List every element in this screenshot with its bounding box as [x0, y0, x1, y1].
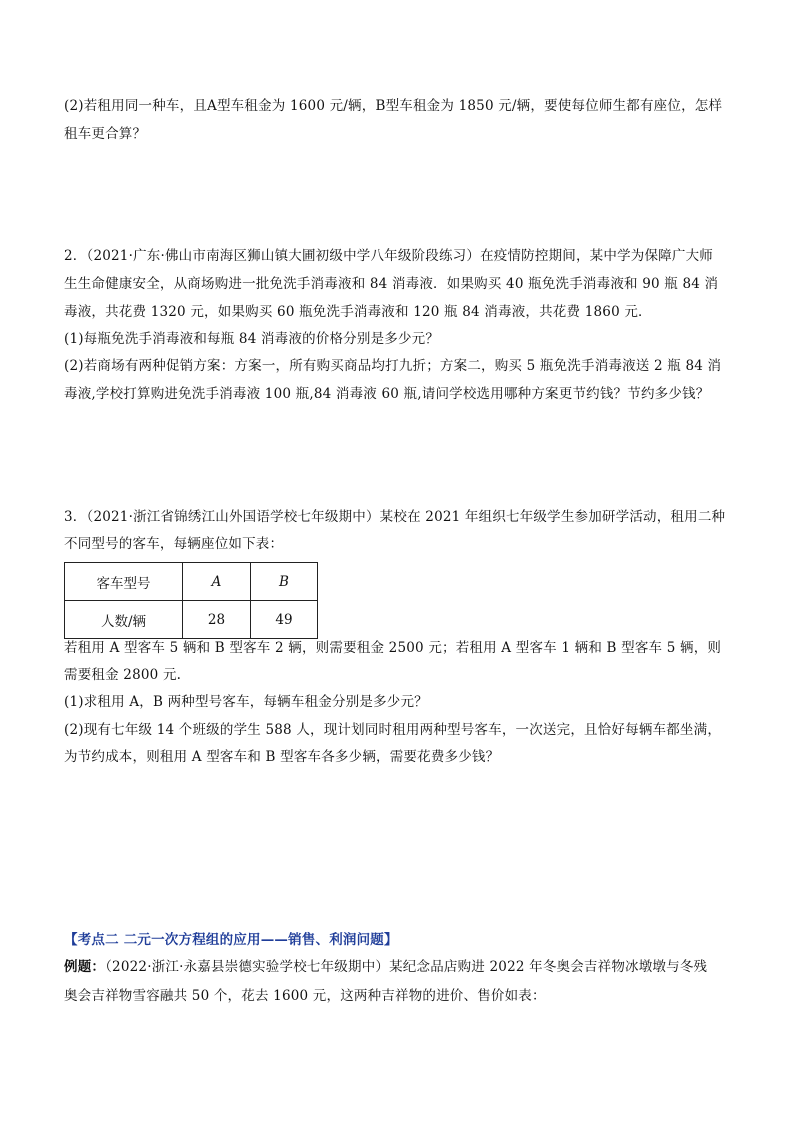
text-line: 奥会吉祥物雪容融共 50 个，花去 1600 元，这两种吉祥物的进价、售价如表：: [64, 988, 546, 1004]
table-cell: 人数/辆: [65, 601, 183, 639]
text-line: 不同型号的客车，每辆座位如下表：: [64, 536, 284, 552]
example-text: （2022·浙江·永嘉县崇德实验学校七年级期中）某纪念品店购进 2022 年冬奥会吉祥物冰墩墩与冬残: [105, 959, 708, 975]
table-row: [65, 563, 318, 601]
sub-question-2: (2)若商场有两种促销方案：方案一，所有购买商品均打九折；方案二，购买 5 瓶免洗手消毒液送 2 瓶 84 消: [64, 358, 722, 374]
text-line: (2)若租用同一种车，且A型车租金为 1600 元/辆，B型车租金为 1850 元/辆，要使每位师生都有座位，怎样: [64, 98, 723, 114]
text-line: 若租用 A 型客车 5 辆和 B 型客车 2 辆，则需要租金 2500 元；若租用 A 型客车 1 辆和 B 型客车 5 辆，则: [64, 640, 722, 656]
example-label: 例题：: [64, 959, 106, 975]
table-cell: 49: [251, 601, 318, 639]
table-row: [65, 601, 318, 639]
table-cell: A: [183, 563, 251, 601]
table-cell: B: [251, 563, 318, 601]
problem-3-intro: 3．（2021·浙江省锦绣江山外国语学校七年级期中）某校在 2021 年组织七年级学生参加研学活动，租用二种: [64, 509, 726, 525]
bus-seat-table: [64, 562, 318, 639]
text-line: 毒液,学校打算购进免洗手消毒液 100 瓶,84 消毒液 60 瓶,请问学校选用哪种方案更节约钱？节约多少钱？: [64, 386, 710, 402]
text-line: 毒液，共花费 1320 元，如果购买 60 瓶免洗手消毒液和 120 瓶 84 消毒液，共花费 1860 元．: [64, 304, 652, 320]
text-line: 需要租金 2800 元.: [64, 667, 182, 683]
sub-question-1: (1)求租用 A，B 两种型号客车，每辆车租金分别是多少元？: [64, 694, 428, 710]
sub-question-1: (1)每瓶免洗手消毒液和每瓶 84 消毒液的价格分别是多少元？: [64, 331, 440, 347]
table-cell: 客车型号: [65, 563, 183, 601]
text-line: 租车更合算？: [64, 126, 147, 142]
problem-2-intro: 2．（2021·广东·佛山市南海区狮山镇大圃初级中学八年级阶段练习）在疫情防控期间，某中学为保障广大师: [64, 248, 713, 264]
text-line: 生生命健康安全，从商场购进一批免洗手消毒液和 84 消毒液．如果购买 40 瓶免洗手消毒液和 90 瓶 84 消: [64, 276, 719, 292]
example-line: [64, 957, 707, 977]
section-heading: 【考点二 二元一次方程组的应用——销售、利润问题】: [64, 932, 398, 948]
sub-question-2: (2)现有七年级 14 个班级的学生 588 人，现计划同时租用两种型号客车，一次送完，且恰好每辆车都坐满，: [64, 722, 722, 738]
table-cell: 28: [183, 601, 251, 639]
text-line: 为节约成本，则租用 A 型客车和 B 型客车各多少辆，需要花费多少钱？: [64, 749, 500, 765]
